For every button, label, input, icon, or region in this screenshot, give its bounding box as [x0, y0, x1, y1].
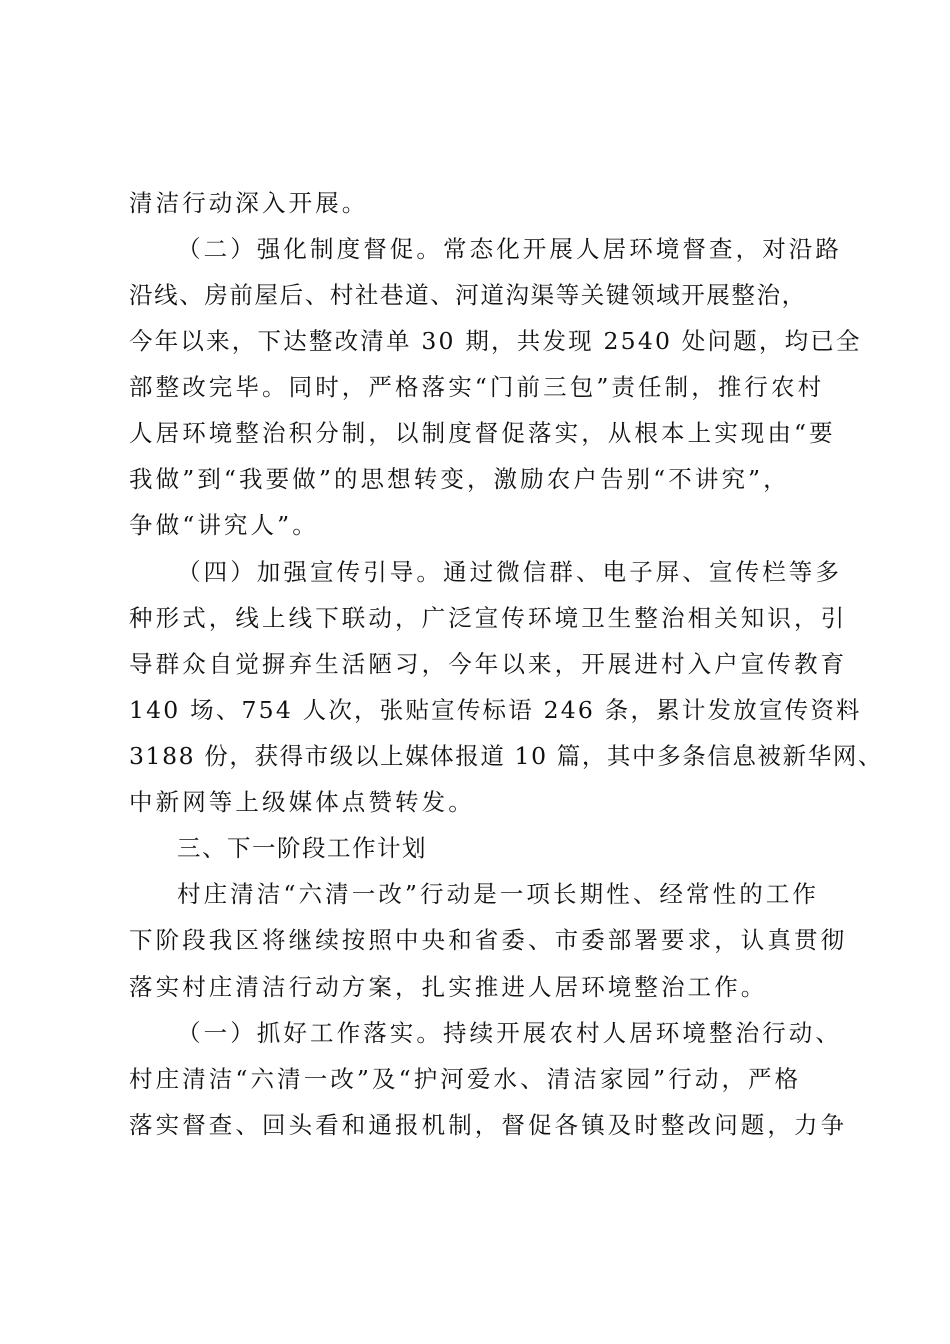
paragraph-line: （二）强化制度督促。常态化开展人居环境督查，对沿路 — [177, 235, 842, 263]
paragraph-line: 落实督查、回头看和通报机制，督促各镇及时整改问题，力争 — [129, 1111, 848, 1139]
paragraph-line: 140 场、754 人次，张贴宣传标语 246 条，累计发放宣传资料 — [129, 696, 862, 724]
paragraph-line: 导群众自觉摒弃生活陋习，今年以来，开展进村入户宣传教育 — [129, 650, 848, 678]
paragraph-line: 下阶段我区将继续按照中央和省委、市委部署要求，认真贯彻 — [129, 926, 848, 954]
paragraph-line: （四）加强宣传引导。通过微信群、电子屏、宣传栏等多 — [177, 558, 842, 586]
paragraph-line: 村庄清洁“六清一改”及“护河爱水、清洁家园”行动，严格 — [129, 1065, 802, 1093]
paragraph-line: （一）抓好工作落实。持续开展农村人居环境整治行动、 — [177, 1019, 842, 1047]
paragraph-line: 中新网等上级媒体点赞转发。 — [129, 788, 475, 816]
paragraph-line: 种形式，线上线下联动，广泛宣传环境卫生整治相关知识，引 — [129, 604, 848, 632]
paragraph-line: 争做“讲究人”。 — [129, 511, 319, 539]
paragraph-line: 沿线、房前屋后、村社巷道、河道沟渠等关键领域开展整治， — [129, 281, 807, 309]
paragraph-line: 我做”到“我要做”的思想转变，激励农户告别“不讲究”， — [129, 465, 790, 493]
paragraph-line: 部整改完毕。同时，严格落实“门前三包”责任制，推行农村 — [129, 373, 825, 401]
paragraph-line: 3188 份，获得市级以上媒体报道 10 篇，其中多条信息被新华网、 — [129, 742, 884, 770]
section-heading: 三、下一阶段工作计划 — [177, 834, 427, 862]
paragraph-line: 今年以来，下达整改清单 30 期，共发现 2540 处问题，均已全 — [129, 327, 862, 355]
paragraph-line: 清洁行动深入开展。 — [129, 189, 369, 217]
paragraph-line: 落实村庄清洁行动方案，扎实推进人居环境整治工作。 — [129, 973, 768, 1001]
paragraph-line: 人居环境整治积分制，以制度督促落实，从根本上实现由“要 — [129, 419, 836, 447]
paragraph-line: 村庄清洁“六清一改”行动是一项长期性、经常性的工作 — [177, 880, 820, 908]
